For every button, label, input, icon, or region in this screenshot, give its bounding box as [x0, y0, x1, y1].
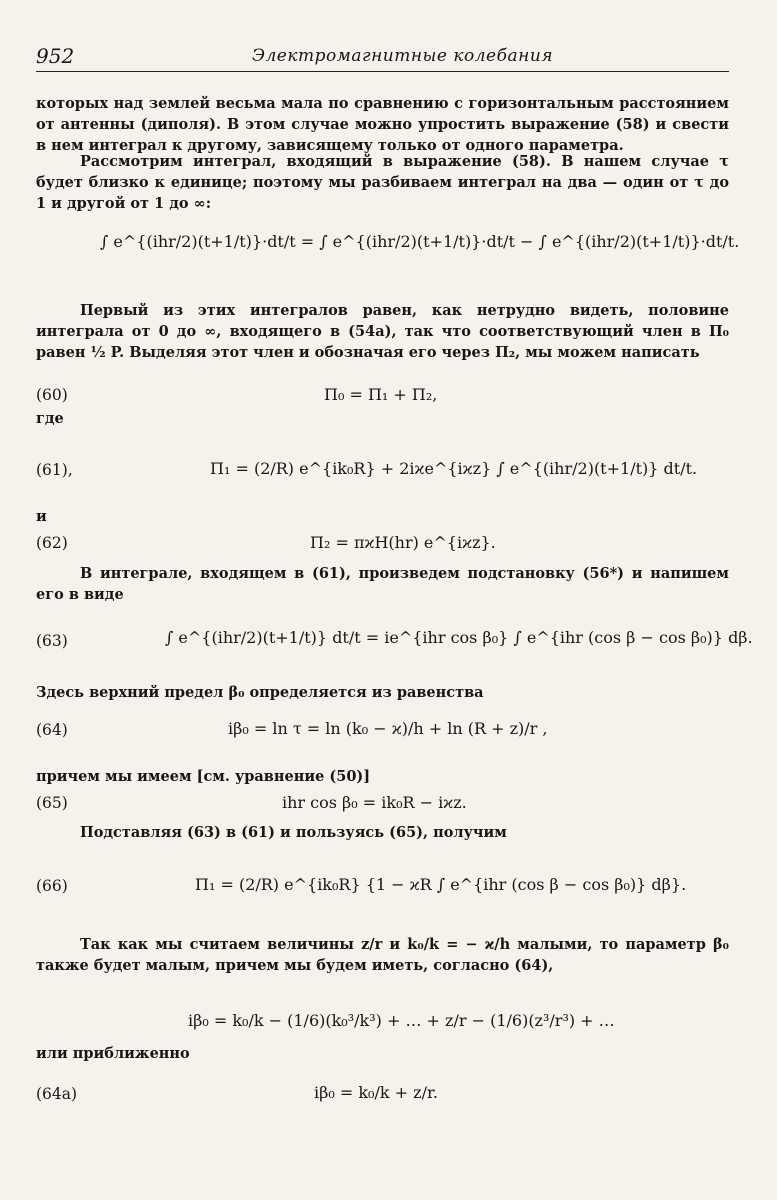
eq60-label: (60)	[36, 386, 68, 404]
page-number: 952	[36, 44, 75, 68]
page-header	[36, 44, 729, 74]
eq63-formula: ∫ e^{(ihr/2)(t+1/t)} dt/t = ie^{ihr cos β₀} ∫ e^{ihr (cos β − cos β₀)} dβ.	[165, 628, 753, 647]
word-gde: где	[36, 410, 64, 427]
word-approx: или приближенно	[36, 1045, 190, 1062]
eq61-formula: П₁ = (2/R) e^{ik₀R} + 2iϰe^{iϰz} ∫ e^{(ihr/2)(t+1/t)} dt/t.	[210, 459, 698, 478]
paragraph-1: которых над землей весьма мала по сравнению с горизонтальным расстоянием от антенны (диполя). В этом случае можно упростить выражение (58) и свести в нем интеграл к другому, зависящему только от одного параметра.	[36, 95, 729, 154]
eq65-formula: ihr cos β₀ = ik₀R − iϰz.	[282, 793, 467, 812]
eq61-label: (61),	[36, 461, 73, 479]
eq63-label: (63)	[36, 632, 68, 650]
paragraph-5: Здесь верхний предел β₀ определяется из равенства	[36, 684, 484, 701]
running-title: Электромагнитные колебания	[251, 46, 554, 66]
word-i: и	[36, 508, 47, 525]
equation-series: iβ₀ = k₀/k − (1/6)(k₀³/k³) + … + z/r − (1/6)(z³/r³) + …	[188, 1011, 615, 1030]
eq64-label: (64)	[36, 721, 68, 739]
paragraph-4: В интеграле, входящем в (61), произведем подстановку (56*) и напишем его в виде	[36, 565, 729, 603]
eq64a-formula: iβ₀ = k₀/k + z/r.	[314, 1083, 438, 1102]
eq64a-label: (64a)	[36, 1085, 78, 1103]
paragraph-8: Так как мы считаем величины z/r и k₀/k = − ϰ/h малыми, то параметр β₀ также будет малым, причем мы будем иметь, согласно (64),	[36, 936, 729, 974]
paragraph-3: Первый из этих интегралов равен, как нетрудно видеть, половине интеграла от 0 до ∞, входящего в (54а), так что соответствующий член в П₀ равен ½ P. Выделяя этот член и обозначая его через П₂, мы можем написать	[36, 302, 729, 361]
eq66-label: (66)	[36, 877, 68, 895]
paragraph-2: Рассмотрим интеграл, входящий в выражение (58). В нашем случае τ будет близко к единице; поэтому мы разбиваем интеграл на два — один от τ до 1 и другой от 1 до ∞:	[36, 153, 729, 212]
paragraph-6: причем мы имеем [см. уравнение (50)]	[36, 768, 371, 785]
eq64-formula: iβ₀ = ln τ = ln (k₀ − ϰ)/h + ln (R + z)/r ,	[228, 719, 548, 738]
eq66-formula: П₁ = (2/R) e^{ik₀R} {1 − ϰR ∫ e^{ihr (cos β − cos β₀)} dβ}.	[195, 875, 687, 894]
eq65-label: (65)	[36, 794, 68, 812]
equation-split-integral: ∫ e^{(ihr/2)(t+1/t)}·dt/t = ∫ e^{(ihr/2)(t+1/t)}·dt/t − ∫ e^{(ihr/2)(t+1/t)}·dt/t.	[100, 232, 740, 251]
eq60-formula: П₀ = П₁ + П₂,	[324, 385, 438, 404]
paragraph-7: Подставляя (63) в (61) и пользуясь (65), получим	[80, 824, 507, 841]
header-rule	[36, 71, 729, 72]
eq62-label: (62)	[36, 534, 68, 552]
eq62-formula: П₂ = πϰH(hr) e^{iϰz}.	[310, 533, 496, 552]
